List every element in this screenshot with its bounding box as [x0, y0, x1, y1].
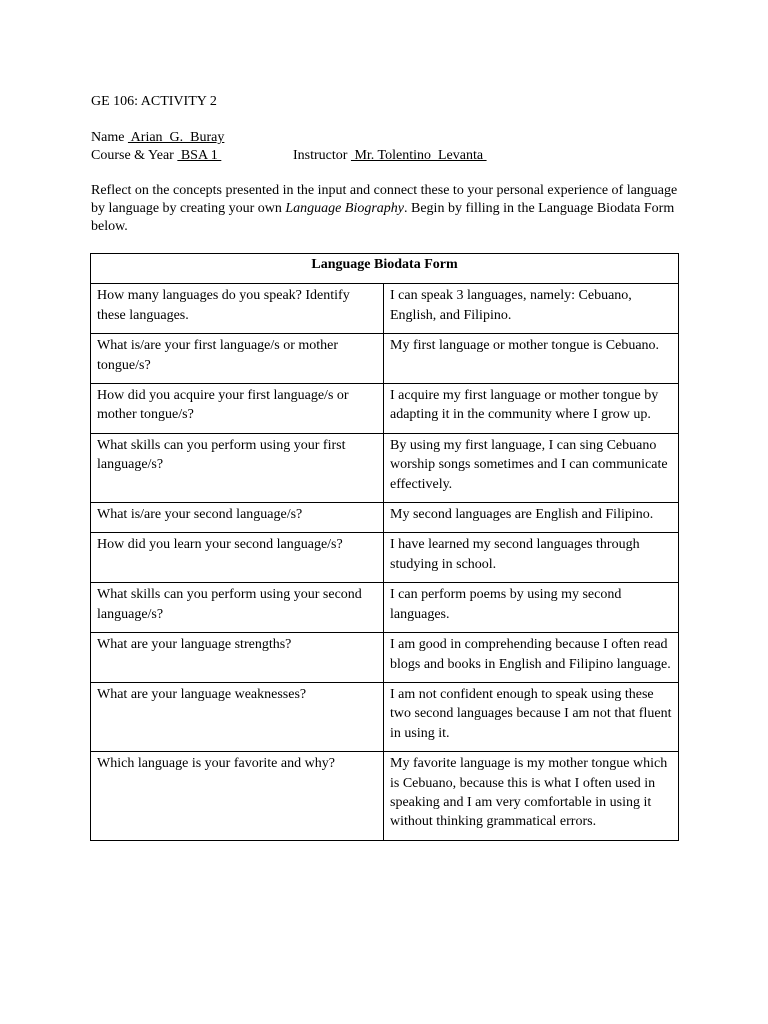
instructions-emphasis: Language Biography — [285, 201, 404, 216]
answer-cell: My first language or mother tongue is Cebuano. — [384, 334, 679, 384]
table-row — [91, 633, 679, 683]
answer-cell: I can perform poems by using my second languages. — [384, 583, 679, 633]
table-heading: Language Biodata Form — [91, 254, 679, 284]
question-cell: What are your language weaknesses? — [91, 682, 384, 751]
course-line — [91, 147, 221, 165]
question-cell: What is/are your first language/s or mother tongue/s? — [91, 334, 384, 384]
instructions-paragraph — [91, 182, 681, 236]
table-row — [91, 284, 679, 334]
question-cell: What is/are your second language/s? — [91, 503, 384, 533]
table-row — [91, 334, 679, 384]
instructor-label: Instructor — [293, 148, 348, 163]
activity-title: GE 106: ACTIVITY 2 — [91, 94, 217, 109]
instructor-name: Mr. Tolentino Levanta — [350, 148, 487, 163]
question-cell: What skills can you perform using your second language/s? — [91, 583, 384, 633]
answer-cell: I have learned my second languages through studying in school. — [384, 533, 679, 583]
table-row — [91, 682, 679, 751]
table-row — [91, 752, 679, 841]
table-header-row — [91, 254, 679, 284]
name-label: Name — [91, 130, 125, 145]
question-cell: How did you acquire your first language/s or mother tongue/s? — [91, 384, 384, 434]
table-row — [91, 433, 679, 502]
answer-cell: My second languages are English and Filipino. — [384, 503, 679, 533]
question-cell: How did you learn your second language/s? — [91, 533, 384, 583]
name-line — [91, 129, 224, 147]
instructions-text-end: . Begin by filling in the Language Biodata Form below. — [91, 201, 675, 234]
question-cell: What are your language strengths? — [91, 633, 384, 683]
table-body — [91, 284, 679, 840]
instructions-text-start: Reflect on the concepts presented in the input and connect these to your personal experience of language by language by creating your own — [91, 183, 678, 216]
answer-cell: I am not confident enough to speak using these two second languages because I am not that fluent in using it. — [384, 682, 679, 751]
table-row — [91, 583, 679, 633]
course-label: Course & Year — [91, 148, 174, 163]
question-cell: How many languages do you speak? Identify these languages. — [91, 284, 384, 334]
question-cell: What skills can you perform using your first language/s? — [91, 433, 384, 502]
table-row — [91, 503, 679, 533]
answer-cell: By using my first language, I can sing Cebuano worship songs sometimes and I can communicate effectively. — [384, 433, 679, 502]
answer-cell: I can speak 3 languages, namely: Cebuano, English, and Filipino. — [384, 284, 679, 334]
question-cell: Which language is your favorite and why? — [91, 752, 384, 841]
table-row — [91, 533, 679, 583]
instructor-line — [293, 147, 487, 165]
answer-cell: I acquire my first language or mother tongue by adapting it in the community where I grow up. — [384, 384, 679, 434]
table-row — [91, 384, 679, 434]
answer-cell: I am good in comprehending because I often read blogs and books in English and Filipino language. — [384, 633, 679, 683]
student-name: Arian G. Buray — [127, 130, 225, 145]
answer-cell: My favorite language is my mother tongue which is Cebuano, because this is what I often used in speaking and I am very comfortable in using it without thinking grammatical errors. — [384, 752, 679, 841]
course-value: BSA 1 — [177, 148, 222, 163]
language-biodata-table — [90, 253, 679, 841]
